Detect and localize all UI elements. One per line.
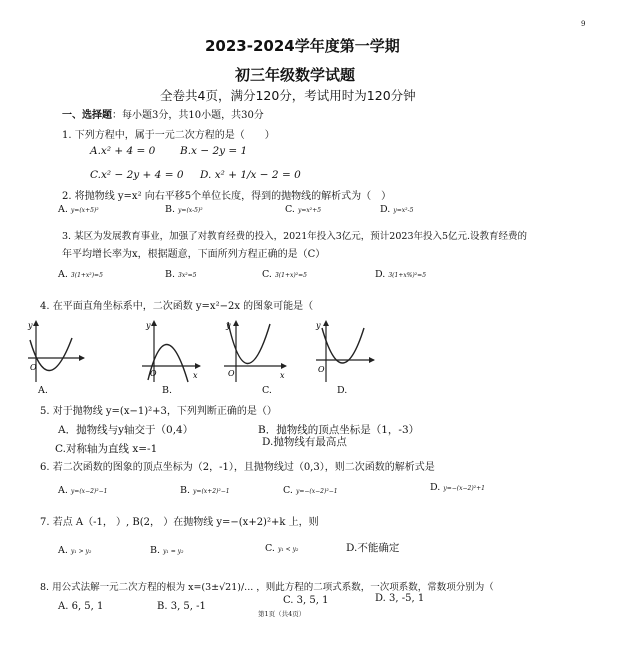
graph-a-origin: O [30, 363, 37, 372]
graph-a-y-label: y [28, 321, 33, 330]
q5-option-a: A．抛物线与y轴交于（0,4） [58, 424, 194, 436]
q4-label-a: A. [38, 385, 48, 396]
graph-d-y-label: y [316, 321, 321, 330]
q6-option-a: A. y=(x−2)²−1 [58, 485, 108, 496]
q1-option-b: B.x − 2y = 1 [180, 145, 248, 157]
q2-option-a: A. y=(x+5)² [58, 204, 99, 215]
q4-label-d: D. [337, 385, 348, 396]
q7-option-d: D.不能确定 [346, 542, 400, 554]
q3-option-a: A. 3(1+x²)=5 [58, 269, 103, 280]
graph-d-curve [322, 328, 364, 363]
q8-option-d: D. 3, -5, 1 [375, 593, 425, 604]
q3-stem-line2: 年平均增长率为x，根据题意，下面所列方程正确的是（C） [62, 249, 326, 260]
graph-b-x-label: x [193, 371, 198, 380]
q4-graph-c [220, 318, 290, 384]
graph-c-x-label: x [280, 371, 285, 380]
q3-option-d: D. 3(1+x%)²=5 [375, 269, 427, 280]
section-desc: ：每小题3分，共10小题，共30分 [112, 110, 264, 121]
graph-c-origin: O [228, 369, 235, 378]
q8-option-c: C. 3, 5, 1 [283, 595, 329, 606]
graph-a-y-arrow [33, 320, 39, 326]
q2-option-c: C. y=x²+5 [285, 204, 322, 215]
q8-option-b: B. 3, 5, -1 [157, 601, 206, 612]
q4-graph-d [312, 318, 378, 384]
exam-subtitle: 初三年级数学试题 [235, 66, 356, 84]
q4-graph-b [136, 318, 202, 384]
q7-option-b: B. y₁ = y₂ [150, 545, 184, 556]
graph-a-x-arrow [79, 355, 85, 361]
graph-c-curve [228, 322, 270, 364]
q6-option-b: B. y=(x+2)²−1 [180, 485, 230, 496]
q7-option-a: A. y₁ > y₂ [58, 545, 92, 556]
graph-c-y-arrow [233, 320, 239, 326]
graph-b-y-arrow [151, 320, 157, 326]
q7-option-c: C. y₁ < y₂ [265, 543, 299, 554]
page-mark: 9 [581, 20, 586, 28]
q4-graph-a [26, 318, 86, 384]
q4-label-c: C. [262, 385, 272, 396]
q5-option-d: D.抛物线有最高点 [262, 436, 347, 448]
q4-label-b: B. [162, 385, 173, 396]
q2-option-d: D. y=x²-5 [380, 204, 414, 215]
q7-stem: 7. 若点 A（-1， ）, B(2， ）在抛物线 y=−(x+2)²+k 上，则 [40, 517, 319, 528]
section-label: 一、选择题 [62, 110, 112, 121]
q5-stem: 5. 对于抛物线 y=(x−1)²+3，下列判断正确的是（） [40, 406, 277, 417]
q4-stem: 4. 在平面直角坐标系中，二次函数 y=x²−2x 的图象可能是（ [40, 301, 314, 312]
q1-stem: 1. 下列方程中，属于一元二次方程的是（ ） [62, 130, 275, 141]
q8-option-a: A. 6, 5, 1 [58, 601, 104, 612]
graph-b-x-arrow [195, 363, 201, 369]
q2-stem: 2. 将抛物线 y=x² 向右平移5个单位长度，得到的抛物线的解析式为（ ） [62, 191, 392, 202]
section-heading [62, 106, 264, 121]
q6-option-c: C. y=−(x−2)²−1 [283, 485, 338, 496]
q6-option-d: D. y=−(x−2)²+1 [430, 482, 485, 493]
q6-stem: 6. 若二次函数的图象的顶点坐标为（2，-1），且抛物线过（0,3），则二次函数的解析式是 [40, 462, 435, 473]
q2-option-b: B. y=(x-5)² [165, 204, 203, 215]
graph-d-y-arrow [323, 320, 329, 326]
q1-option-d: D. x² + 1/x − 2 = 0 [200, 169, 301, 181]
page-footer: 第1页（共4页） [258, 610, 306, 618]
q3-option-b: B. 3x²=5 [165, 269, 197, 280]
q5-option-b: B．抛物线的顶点坐标是（1，-3） [258, 424, 420, 436]
q3-option-c: C. 3(1+x)²=5 [262, 269, 307, 280]
q1-option-a: A.x² + 4 = 0 [90, 145, 156, 157]
q8-stem: 8. 用公式法解一元二次方程的根为 x=(3±√21)/... ，则此方程的二项式系数，一次项系数，常数项分别为（ [40, 582, 494, 593]
graph-b-origin: O [150, 369, 157, 378]
graph-b-y-label: y [146, 321, 151, 330]
exam-info: 全卷共4页，满分120分，考试用时为120分钟 [160, 88, 416, 103]
graph-c-x-arrow [281, 363, 287, 369]
q5-option-c: C.对称轴为直线 x=-1 [55, 443, 158, 455]
graph-c-y-label: y [226, 321, 231, 330]
q3-stem-line1: 3. 某区为发展教育事业，加强了对教育经费的投入，2021年投入3亿元，预计2023年投入5亿元.设教育经费的 [62, 231, 528, 242]
graph-d-origin: O [318, 365, 325, 374]
q1-option-c: C.x² − 2y + 4 = 0 [90, 169, 184, 181]
exam-title: 2023-2024学年度第一学期 [205, 37, 400, 55]
graph-d-x-arrow [369, 357, 375, 363]
